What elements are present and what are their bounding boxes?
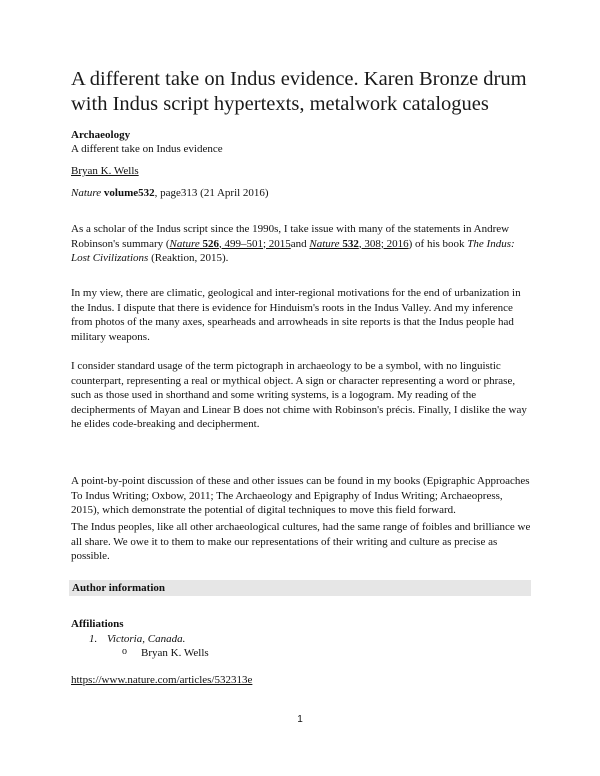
page-number: 1 bbox=[297, 714, 303, 725]
ref1-pages: , 499–501; 2015 bbox=[218, 237, 291, 250]
citation-line bbox=[71, 186, 269, 201]
author-information-heading: Author information bbox=[72, 582, 165, 594]
paragraph-3: I consider standard usage of the term pictograph in archaeology to be a symbol, with no linguistic counterpart, representing a real or mythical object. A sign or character representing a word or phrase, such as those used in shorthand and some writing systems, is a logogram. My reading of the decipherments of Mayan and Linear B does not chime with Robinson's précis. Finally, I dislike the way he elides code-breaking and decipherment. bbox=[71, 360, 527, 430]
affiliations-heading: Affiliations bbox=[71, 618, 124, 630]
article-title: A different take on Indus evidence. Karen Bronze drum with Indus script hypertexts, metalwork catalogues bbox=[71, 68, 527, 115]
paragraph-2: In my view, there are climatic, geological and inter-regional motivations for the end of urbanization in the Indus. I dispute that there is evidence for Hinduism's roots in the Indus Valley. And my inference from photos of the many axes, spearheads and arrowheads in site reports is that the Indus people had military weapons. bbox=[71, 287, 521, 343]
paragraph-4: A point-by-point discussion of these and other issues can be found in my books (Epigraphic Approaches To Indus Writing; Oxbow, 2011; The Archaeology and Epigraphy of Indus Writing; Archaeopress, 2015), which demonstrate the potential of digital techniques to move this field forward. bbox=[71, 475, 530, 516]
p1-intro: As a scholar of the Indus script since the 1990s, I take issue with many of the statements in Andrew Robinson's summary ( bbox=[71, 223, 510, 250]
paragraph-1 bbox=[71, 222, 531, 266]
ref2-journal: Nature bbox=[309, 237, 340, 250]
paragraph-5: The Indus peoples, like all other archaeological cultures, had the same range of foibles and brilliance we all share. We owe it to them to make our representations of their writing and culture as precise as possible. bbox=[71, 521, 531, 562]
journal-page-info: , page313 (21 April 2016) bbox=[154, 187, 269, 199]
affiliation-number: 1. bbox=[89, 633, 98, 645]
p1-mid: and bbox=[290, 237, 310, 250]
p1-end: (Reaktion, 2015). bbox=[148, 252, 229, 264]
book-title: The Indus: Lost Civilizations bbox=[71, 237, 515, 264]
author-information-bar bbox=[69, 580, 531, 596]
journal-volume-label: volume bbox=[103, 187, 139, 199]
article-subtitle: A different take on Indus evidence bbox=[71, 143, 223, 155]
ref1-journal: Nature bbox=[169, 237, 200, 250]
p1-after: ) of his book bbox=[408, 237, 468, 250]
reference-link-2[interactable] bbox=[309, 238, 408, 250]
affiliation-person: Bryan K. Wells bbox=[141, 647, 209, 659]
journal-name: Nature bbox=[71, 187, 102, 199]
article-url-link[interactable]: https://www.nature.com/articles/532313e bbox=[71, 674, 253, 686]
section-label: Archaeology bbox=[71, 129, 131, 141]
bullet-icon: o bbox=[122, 646, 127, 657]
reference-link-1[interactable] bbox=[170, 238, 291, 250]
ref1-volume: 526 bbox=[202, 237, 219, 250]
ref2-volume: 532 bbox=[342, 237, 359, 250]
ref2-pages: , 308; 2016 bbox=[358, 237, 409, 250]
affiliation-place: Victoria, Canada. bbox=[107, 633, 186, 645]
journal-volume: 532 bbox=[138, 187, 155, 199]
author-link[interactable]: Bryan K. Wells bbox=[71, 165, 139, 177]
